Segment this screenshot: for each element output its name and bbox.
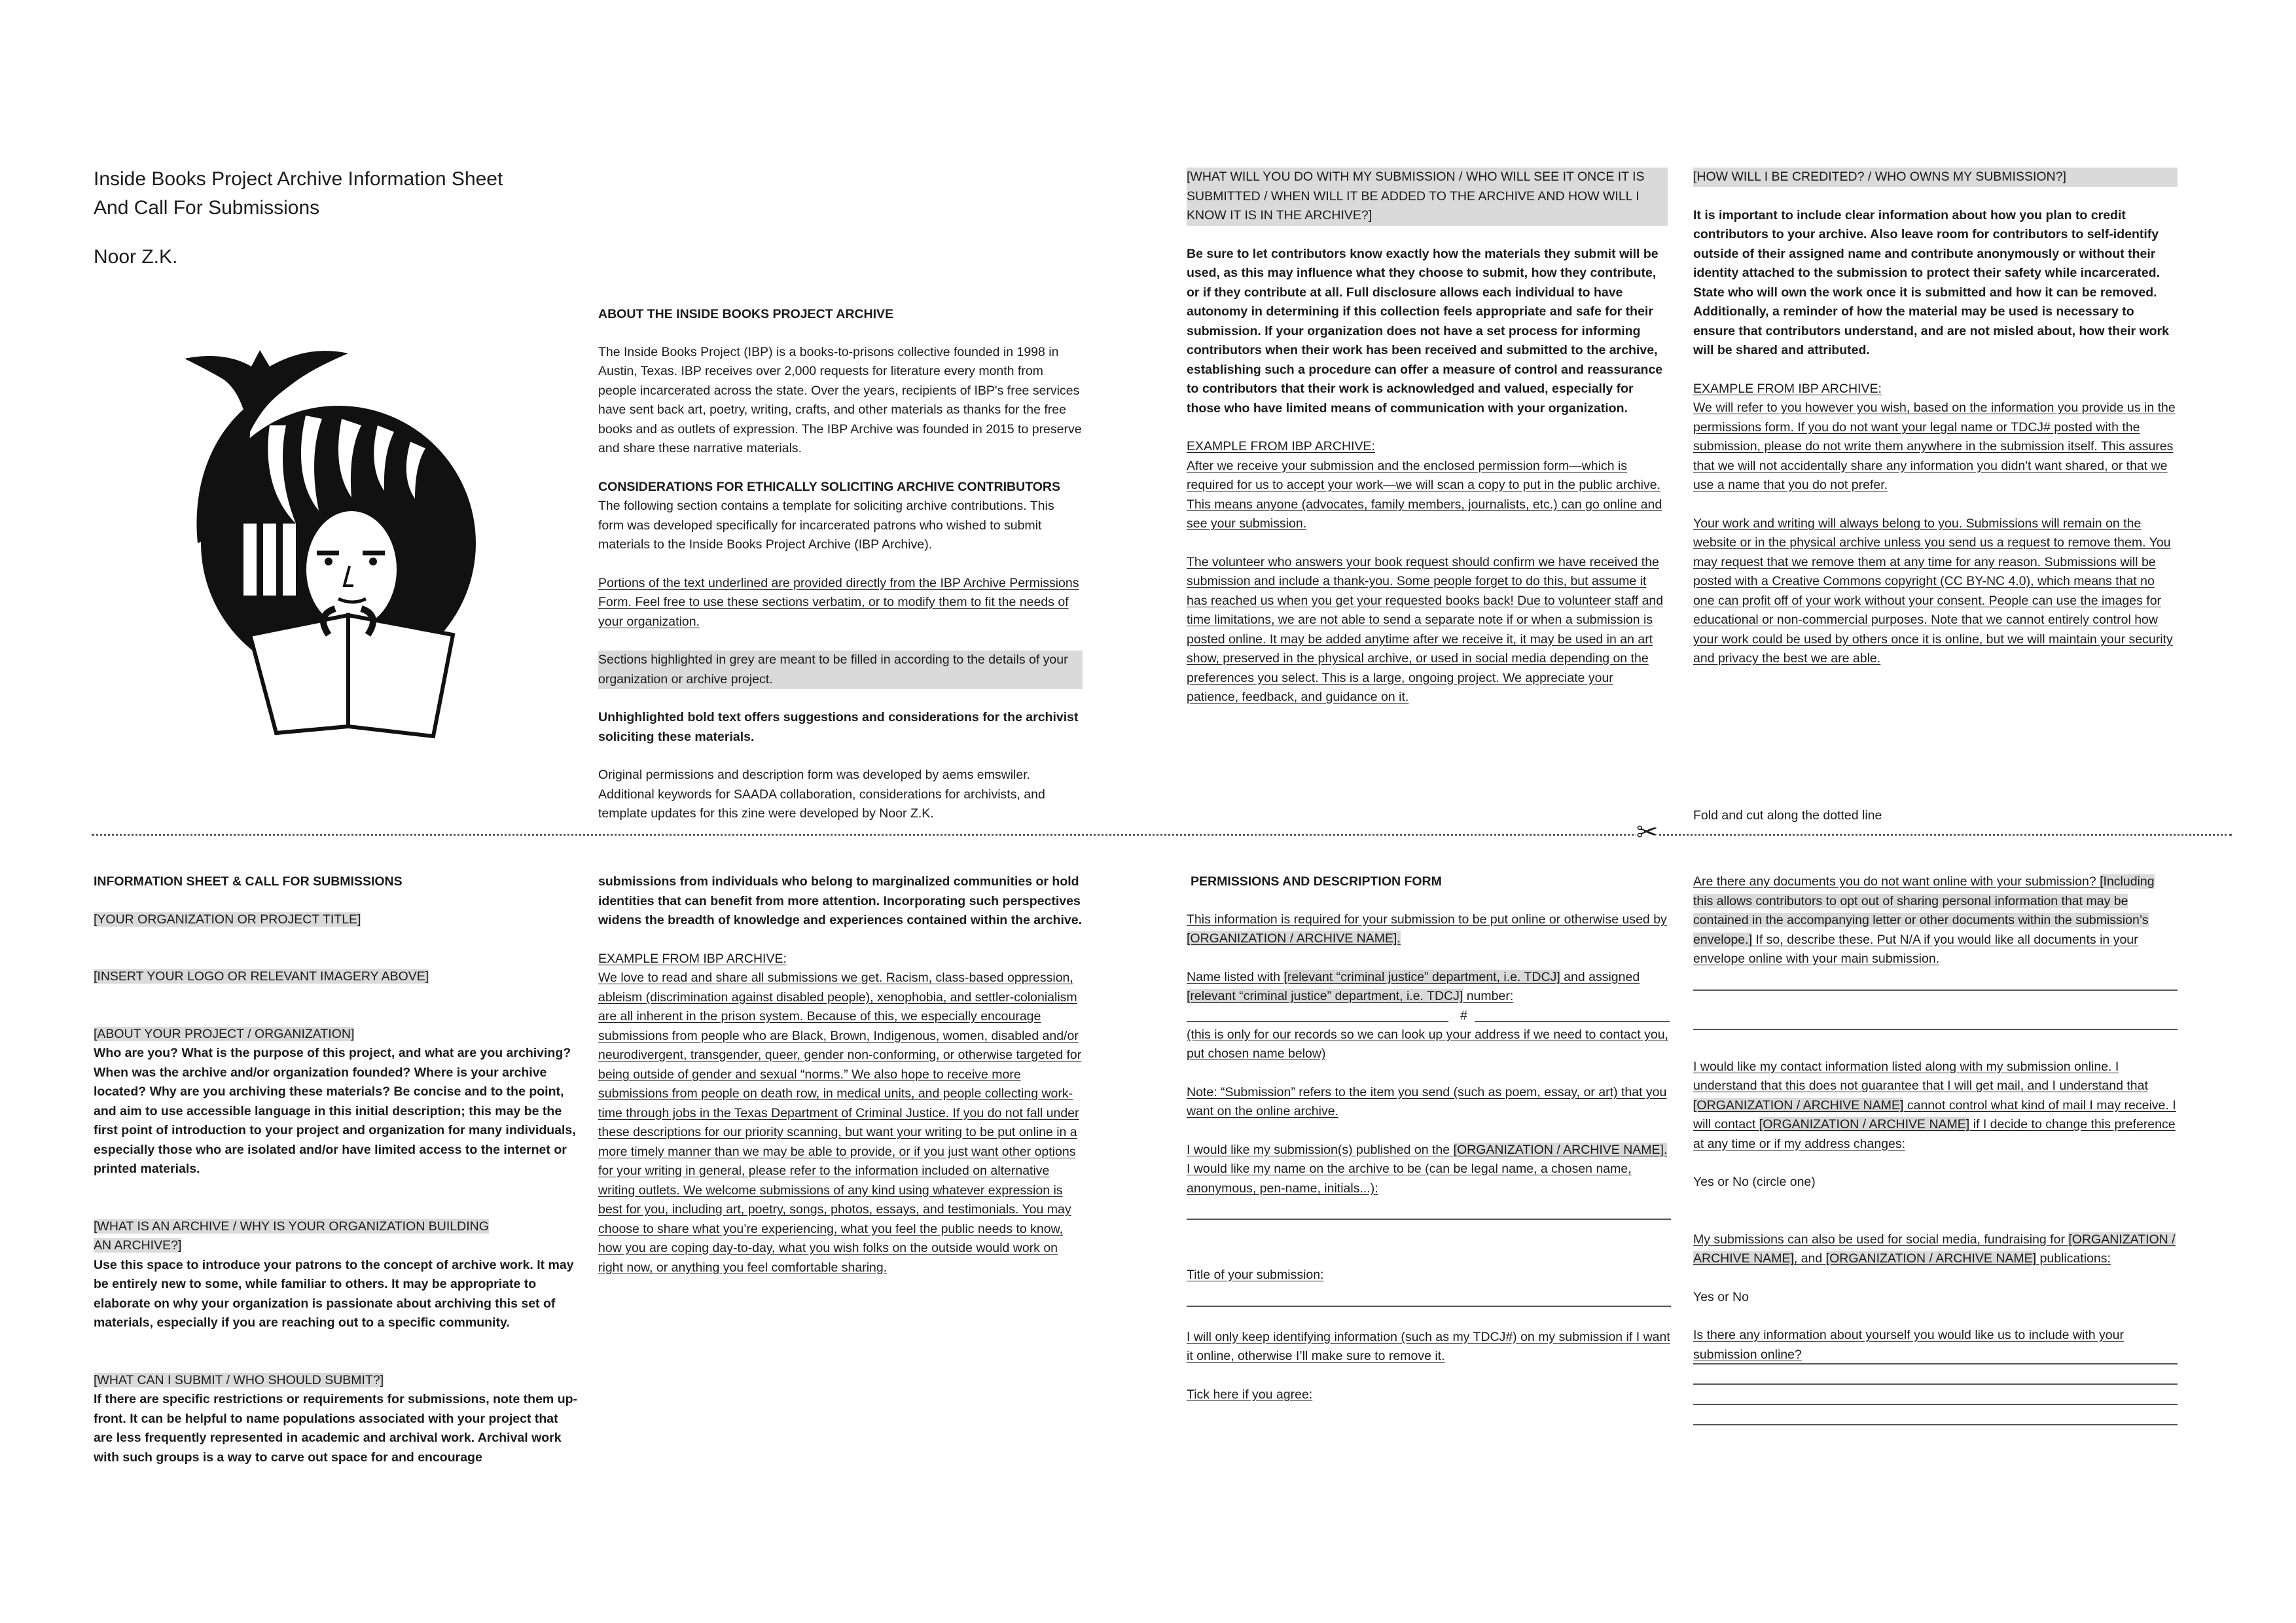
name-field[interactable]: [1187, 1021, 1448, 1022]
org-title-placeholder: [YOUR ORGANIZATION OR PROJECT TITLE]: [94, 912, 361, 927]
contact-a: I would like my contact information listed along with my submission online. I understand that this does not guarantee that I will get mail, and I understand that: [1693, 1059, 2148, 1093]
info-heading: INFORMATION SHEET & CALL FOR SUBMISSIONS: [94, 874, 403, 889]
about-body: The Inside Books Project (IBP) is a books-to-prisons collective founded in 1998 in Austin, Texas. IBP receives over 2,000 requests for literature every month from people incarcerated across the state. Over the years, recipients of IBP's free services have sent back art, poetry, writing, crafts, and other materials as thanks for the free books and as outlets of expression. The IBP Archive was founded in 2015 to preserve and share these narrative materials.: [598, 344, 1082, 455]
document-title: [94, 165, 503, 223]
title-label: Title of your submission:: [1187, 1268, 1324, 1282]
contact-c: cannot control what kind of mail I may receive. I will contact: [1693, 1097, 2176, 1132]
org-title-wrap: [94, 910, 578, 930]
info-field-3[interactable]: [1693, 1402, 2178, 1405]
credit-example-2: Your work and writing will always belong to you. Submissions will remain on the website or in the physical archive unless you send us a request to remove them. You may request that we remove them at any time for any reason. Submissions will be posted with a Creative Commons copyright (CC BY-NC 4.0), which means that no one can profit off of your work without your consent. People can use the images for educational or non-commercial purposes. Note that we cannot entirely control how your work could be used by others once it is online, but we will maintain your security and privacy the best we are able.: [1693, 516, 2173, 666]
bold-note: Unhighlighted bold text offers suggestions and considerations for the archivist soliciting these materials.: [598, 710, 1079, 744]
title-line-1: Inside Books Project Archive Information Sheet: [94, 168, 503, 190]
credit-example-1: We will refer to you however you wish, based on the information you provide us in the permissions form. If you do not want your legal name or TDCJ# posted with the submission, please do not write them anywhere in the submission itself. This assures that we will not accidentally share any information you didn't want shared, or that we use a name that you do not prefer.: [1693, 401, 2176, 492]
name-prompt-dept-2: [relevant “criminal justice” department, i.e. TDCJ]: [1187, 989, 1463, 1003]
contact-e: if I decide to change this preference at any time or if my address changes:: [1693, 1117, 2176, 1151]
documents-field-2[interactable]: [1693, 1027, 2178, 1030]
form-intro-org: [ORGANIZATION / ARCHIVE NAME].: [1187, 931, 1401, 946]
social-prompt: [1693, 1230, 2178, 1269]
documents-b: [Including this allows contributors to opt out of sharing personal information that may be contained in the accompanying letter or other documents within the submission’s envelope.]: [1693, 874, 2155, 947]
form-intro-text: This information is required for your submission to be put online or otherwise used by: [1187, 912, 1667, 927]
documents-field-1[interactable]: [1693, 988, 2178, 991]
documents-a: Are there any documents you do not want online with your submission?: [1693, 874, 2100, 889]
use-advice: Be sure to let contributors know exactly how the materials they submit will be used, as this may influence what they choose to submit, how they contribute, or if they contribute at all. Full disclosure allows each individual to have autonomy in determining if this collection feels appropriate and safe for their submission. If your organization does not have a set process for informing contributors when their work has been received and submitted to the archive, establishing such a procedure can offer a measure of control and reassurance to contributors that their work is acknowledged and valued, especially for those who have limited means of communication with your organization.: [1187, 246, 1663, 416]
form-intro: [1187, 910, 1671, 949]
title-line-2: And Call For Submissions: [94, 197, 320, 219]
publish-a: I would like my submission(s) published on the: [1187, 1142, 1454, 1157]
contact-org-2: [ORGANIZATION / ARCHIVE NAME]: [1759, 1117, 1970, 1132]
name-number-row: [1187, 1007, 1671, 1026]
use-question: [WHAT WILL YOU DO WITH MY SUBMISSION / WHO WILL SEE IT ONCE IT IS SUBMITTED / WHEN WILL IT BE ADDED TO THE ARCHIVE AND HOW WILL I KNOW IT IS IN THE ARCHIVE?]: [1187, 168, 1668, 226]
logo-placeholder: [INSERT YOUR LOGO OR RELEVANT IMAGERY ABOVE]: [94, 969, 429, 984]
credit-advice: It is important to include clear information about how you plan to credit contributors to your archive. Also leave room for contributors to self-identify outside of their assigned name and contribute anonymously or without their identity attached to the submission to protect their safety while incarcerated. State who will own the work once it is submitted and how it can be removed. Additionally, a reminder of how the material may be used is necessary to ensure that contributors understand, and are not misled about, how their work will be shared and attributed.: [1693, 207, 2169, 357]
publish-prompt: [1187, 1141, 1671, 1199]
tick-label[interactable]: Tick here if you agree:: [1187, 1387, 1313, 1402]
submissions-example-label: EXAMPLE FROM IBP ARCHIVE:: [598, 951, 787, 966]
about-project-block: [94, 1025, 578, 1179]
submit-advice: If there are specific restrictions or requirements for submissions, note them up-front. It can be helpful to name populations associated with your project that are less frequently represented in academic and archival work. Archival work with such groups is a way to carve out space for and encourage: [94, 1392, 578, 1465]
name-prompt: [1187, 968, 1671, 1007]
submit-block: [94, 1371, 578, 1468]
credit-question: [HOW WILL I BE CREDITED? / WHO OWNS MY SUBMISSION?]: [1693, 168, 2178, 187]
documents-c: If so, describe these. Put N/A if you would like all documents in your envelope online with your main submission.: [1693, 932, 2138, 966]
about-project-label: [ABOUT YOUR PROJECT / ORGANIZATION]: [94, 1026, 355, 1041]
form-heading: PERMISSIONS AND DESCRIPTION FORM: [1191, 874, 1442, 889]
ibp-logo-icon: [171, 327, 486, 746]
info-column: [94, 872, 578, 1486]
number-field[interactable]: [1475, 1021, 1670, 1022]
archive-name-field[interactable]: [1187, 1217, 1671, 1220]
records-note: (this is only for our records so we can look up your address if we need to contact you, put chosen name below): [1187, 1027, 1668, 1061]
info-field-4[interactable]: [1693, 1423, 2178, 1425]
grey-note: Sections highlighted in grey are meant to be filled in according to the details of your organization or archive project.: [598, 651, 1083, 689]
scissors-icon: ✂: [1636, 818, 1659, 847]
submission-note: Note: “Submission” refers to the item you send (such as poem, essay, or art) that you want on the online archive.: [1187, 1084, 1667, 1118]
archive-label-2: AN ARCHIVE?]: [94, 1238, 182, 1253]
info-question: Is there any information about yourself you would like us to include with your submission online?: [1693, 1328, 2124, 1362]
logo-placeholder-wrap: [94, 967, 578, 987]
credits-note: Original permissions and description form was developed by aems emswiler. Additional keywords for SAADA collaboration, considerations for archivists, and template updates for this zine were developed by Noor Z.K.: [598, 768, 1045, 821]
cut-line: [92, 834, 2232, 836]
submissions-example: We love to read and share all submissions we get. Racism, class-based oppression, ableism (discrimination against disabled people), xenophobia, and settler-colonialism are all inherent in the prison system. Because of this, we especially encourage submissions from people who are Black, Brown, Indigenous, women, disabled and/or neurodivergent, transgender, queer, gender non-conforming, or otherwise targeted for being outside of gender and sexual “norms.” We also hope to receive more submissions from people on death row, in medical units, and people collecting work-time through jobs in the Texas Department of Criminal Justice. If you do not fall under these descriptions for our priority scanning, but want your writing to be put online in a more timely manner than we may be able to provide, or if you just want other options for your writing in general, please refer to the information included on alternative writing outlets. We welcome submissions of any kind using whatever expression is best for you, including art, poetry, songs, photos, essays, and testimonials. You may choose to share what you’re experiencing, what you feel the public needs to know, how you are coping day-to-day, what you wish folks on the outside would work on right now, or anything you feel comfortable sharing.: [598, 971, 1082, 1275]
submit-label: [WHAT CAN I SUBMIT / WHO SHOULD SUBMIT?]: [94, 1372, 384, 1387]
documents-prompt: [1693, 872, 2178, 969]
hash-label: #: [1460, 1008, 1467, 1023]
archive-advice: Use this space to introduce your patrons to the concept of archive work. It may be entirely new to some, while familiar to others. It may be appropriate to elaborate on why your organization is passionate about archiving this set of materials, especially if you are reaching out to a specific community.: [94, 1257, 574, 1330]
credit-example-label: EXAMPLE FROM IBP ARCHIVE:: [1693, 381, 1882, 396]
name-prompt-e: number:: [1463, 989, 1514, 1003]
fold-instruction: Fold and cut along the dotted line: [1693, 808, 1882, 823]
use-column: [1187, 168, 1668, 726]
use-example-label: EXAMPLE FROM IBP ARCHIVE:: [1187, 439, 1375, 454]
name-prompt-a: Name listed with: [1187, 969, 1284, 984]
contact-org-1: [ORGANIZATION / ARCHIVE NAME]: [1693, 1097, 1904, 1113]
name-prompt-dept-1: [relevant “criminal justice” department, i.e. TDCJ]: [1283, 969, 1560, 984]
archive-block: [94, 1217, 578, 1333]
social-a: My submissions can also be used for social media, fundraising for: [1693, 1232, 2069, 1247]
social-e: publications:: [2036, 1251, 2111, 1266]
contact-yes-no[interactable]: Yes or No (circle one): [1693, 1175, 1816, 1189]
submissions-advice-cont: submissions from individuals who belong to marginalized communities or hold identities that can benefit from more attention. Incorporating such perspectives widens the breadth of knowledge and experiences contained within the archive.: [598, 874, 1082, 927]
publish-c: I would like my name on the archive to be (can be legal name, a chosen name, anonymous, pen-name, initials...):: [1187, 1162, 1632, 1196]
about-project-advice: Who are you? What is the purpose of this project, and what are you archiving? When was the archive and/or organization founded? Where is your archive located? Why are you archiving these materials? Be concise and to the point, and aim to use accessible language in this initial description; this may be the first point of introduction to your project and organization for many individuals, especially those who are isolated and/or have limited access to the internet or printed materials.: [94, 1046, 576, 1176]
considerations-heading: CONSIDERATIONS FOR ETHICALLY SOLICITING ARCHIVE CONTRIBUTORS: [598, 479, 1061, 494]
permissions-form-cont: [1693, 872, 2178, 1443]
considerations-body: The following section contains a template for soliciting archive contributions. This form was developed specifically for incarcerated patrons who wished to submit materials to the Inside Books Project Archive (IBP Archive).: [598, 499, 1054, 552]
social-c: , and: [1793, 1251, 1826, 1266]
archive-label-1: [WHAT IS AN ARCHIVE / WHY IS YOUR ORGANIZATION BUILDING: [94, 1219, 489, 1234]
credit-column: [1693, 168, 2178, 688]
social-org-2: [ORGANIZATION / ARCHIVE NAME]: [1825, 1251, 2037, 1266]
use-example-2: The volunteer who answers your book request should confirm we have received the submission and include a thank-you. Some people forget to do this, but assume it has reached us when you get your requested books back! Due to volunteer staff and time limitations, we are not able to send a separate note if or when a submission is posted online. It may be added anytime after we receive it, it may be used in an art show, preserved in the physical archive, or used in social media depending on the preferences you select. This is a large, ongoing project. We appreciate your patience, feedback, and guidance on it.: [1187, 554, 1664, 704]
contact-prompt: [1693, 1058, 2178, 1154]
name-prompt-c: and assigned: [1560, 969, 1640, 984]
info-field-2[interactable]: [1693, 1382, 2178, 1385]
submissions-column: [598, 872, 1086, 1296]
social-yes-no[interactable]: Yes or No: [1693, 1289, 1749, 1304]
use-example-1: After we receive your submission and the enclosed permission form—which is required for us to accept your work—we will scan a copy to put in the public archive. This means anyone (advocates, family members, journalists, etc.) can go online and see your submission.: [1187, 458, 1662, 531]
about-heading: ABOUT THE INSIDE BOOKS PROJECT ARCHIVE: [598, 307, 894, 321]
author-name: Noor Z.K.: [94, 246, 178, 268]
social-org-1: [ORGANIZATION / ARCHIVE NAME]: [1693, 1232, 2176, 1266]
publish-org: [ORGANIZATION / ARCHIVE NAME].: [1453, 1142, 1668, 1157]
underline-note: Portions of the text underlined are provided directly from the IBP Archive Permissions Form. Feel free to use these sections verbatim, or to modify them to fit the needs of your organization.: [598, 575, 1079, 629]
permissions-form: [1187, 872, 1671, 1423]
tdcj-note: I will only keep identifying information (such as my TDCJ#) on my submission if I want it online, otherwise I’ll make sure to remove it.: [1187, 1329, 1670, 1363]
title-field[interactable]: [1187, 1304, 1671, 1307]
about-column: [598, 305, 1083, 843]
